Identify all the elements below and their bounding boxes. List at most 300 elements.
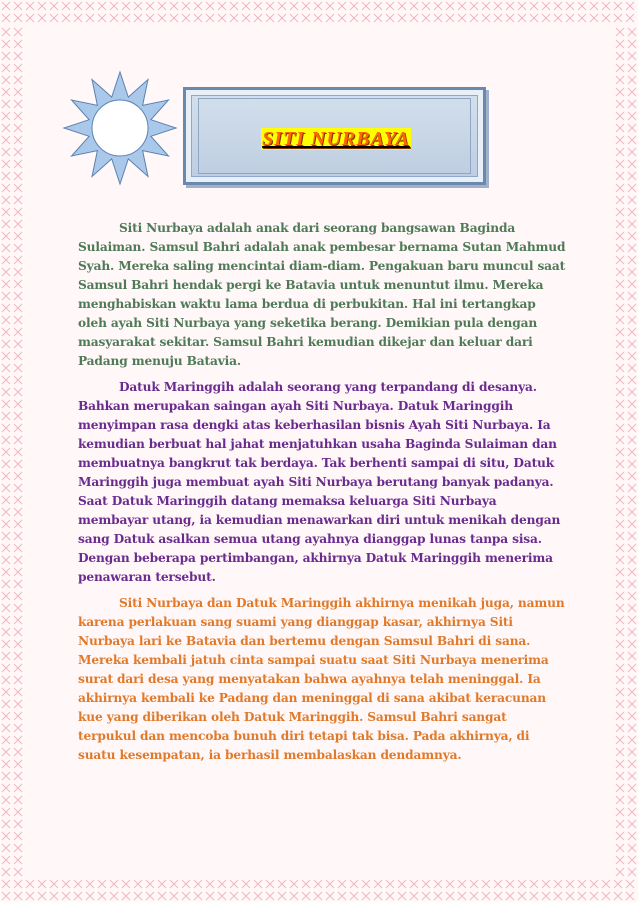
border-stitch xyxy=(230,2,238,10)
border-stitch xyxy=(628,640,636,648)
border-stitch xyxy=(628,544,636,552)
border-stitch xyxy=(628,112,636,120)
border-stitch xyxy=(14,604,22,612)
border-stitch xyxy=(14,784,22,792)
border-stitch xyxy=(2,160,10,168)
border-stitch xyxy=(146,892,154,900)
border-stitch xyxy=(14,40,22,48)
border-stitch xyxy=(446,2,454,10)
border-stitch xyxy=(194,892,202,900)
border-stitch xyxy=(158,880,166,888)
border-stitch xyxy=(506,892,514,900)
border-stitch xyxy=(62,892,70,900)
sun-center xyxy=(92,100,148,156)
border-stitch xyxy=(218,14,226,22)
border-stitch xyxy=(14,160,22,168)
border-stitch xyxy=(134,892,142,900)
border-stitch xyxy=(14,880,22,888)
border-stitch xyxy=(616,856,624,864)
border-stitch xyxy=(628,460,636,468)
border-stitch xyxy=(566,2,574,10)
border-stitch xyxy=(628,28,636,36)
border-stitch xyxy=(350,2,358,10)
paragraph-1: Siti Nurbaya adalah anak dari seorang bangsawan Baginda Sulaiman. Samsul Bahri adalah anak pembesar bernama Sutan Mahmud Syah. Mereka saling mencintai diam-diam. Pengakuan baru muncul saat Samsul Bahri hendak pergi ke Batavia untuk menuntut ilmu. Mereka menghabiskan waktu lama berdua di perbukitan. Hal ini tertangkap oleh ayah Siti Nurbaya yang seketika berang. Demikian pula dengan masyarakat sekitar. Samsul Bahri kemudian dikejar dan keluar dari Padang menuju Batavia. xyxy=(78,221,566,368)
border-stitch xyxy=(314,2,322,10)
border-stitch xyxy=(230,892,238,900)
border-stitch xyxy=(616,124,624,132)
border-stitch xyxy=(628,52,636,60)
border-stitch xyxy=(2,2,10,10)
border-stitch xyxy=(14,412,22,420)
border-stitch xyxy=(410,2,418,10)
border-stitch xyxy=(616,724,624,732)
border-stitch xyxy=(290,2,298,10)
border-stitch xyxy=(628,832,636,840)
border-stitch xyxy=(2,232,10,240)
border-stitch xyxy=(2,664,10,672)
border-stitch xyxy=(170,14,178,22)
border-stitch xyxy=(326,880,334,888)
border-stitch xyxy=(566,880,574,888)
border-stitch xyxy=(14,304,22,312)
border-stitch xyxy=(2,400,10,408)
border-stitch xyxy=(628,424,636,432)
border-stitch xyxy=(458,880,466,888)
border-stitch xyxy=(616,460,624,468)
border-stitch xyxy=(14,448,22,456)
border-stitch xyxy=(182,2,190,10)
border-stitch xyxy=(616,88,624,96)
border-stitch xyxy=(14,460,22,468)
border-stitch xyxy=(278,14,286,22)
border-stitch xyxy=(2,712,10,720)
border-stitch xyxy=(602,14,610,22)
border-stitch xyxy=(14,676,22,684)
border-stitch xyxy=(374,880,382,888)
border-stitch xyxy=(2,520,10,528)
border-stitch xyxy=(14,256,22,264)
border-stitch xyxy=(518,2,526,10)
border-stitch xyxy=(2,364,10,372)
border-stitch xyxy=(182,880,190,888)
border-stitch xyxy=(14,748,22,756)
border-stitch xyxy=(302,892,310,900)
border-stitch xyxy=(616,652,624,660)
border-stitch xyxy=(2,472,10,480)
border-stitch xyxy=(206,892,214,900)
border-stitch xyxy=(2,244,10,252)
border-stitch xyxy=(14,184,22,192)
border-stitch xyxy=(616,508,624,516)
border-stitch xyxy=(628,700,636,708)
border-stitch xyxy=(218,892,226,900)
border-stitch xyxy=(494,14,502,22)
border-stitch xyxy=(616,256,624,264)
border-stitch xyxy=(350,14,358,22)
border-stitch xyxy=(14,232,22,240)
border-stitch xyxy=(134,14,142,22)
border-stitch xyxy=(578,14,586,22)
border-stitch xyxy=(554,14,562,22)
border-stitch xyxy=(38,892,46,900)
border-stitch xyxy=(62,14,70,22)
border-stitch xyxy=(14,844,22,852)
border-stitch xyxy=(628,748,636,756)
border-stitch xyxy=(628,580,636,588)
border-stitch xyxy=(616,820,624,828)
border-stitch xyxy=(2,412,10,420)
border-stitch xyxy=(2,628,10,636)
border-stitch xyxy=(50,2,58,10)
border-stitch xyxy=(386,892,394,900)
border-stitch xyxy=(578,892,586,900)
border-stitch xyxy=(242,892,250,900)
border-stitch xyxy=(14,868,22,876)
border-stitch xyxy=(422,892,430,900)
border-stitch xyxy=(374,892,382,900)
border-stitch xyxy=(14,820,22,828)
border-stitch xyxy=(122,14,130,22)
border-stitch xyxy=(616,436,624,444)
paragraph-2: Datuk Maringgih adalah seorang yang terpandang di desanya. Bahkan merupakan saingan ayah Siti Nurbaya. Datuk Maringgih menyimpan rasa dengki atas keberhasilan bisnis Ayah Siti Nurbaya. Ia kemudian berbuat hal jahat menjatuhkan usaha Baginda Sulaiman dan membuatnya bangkrut tak berdaya. Tak berhenti sampai di situ, Datuk Maringgih juga membuat ayah Siti Nurbaya berutang banyak padanya. Saat Datuk Maringgih datang memaksa keluarga Siti Nurbaya membayar utang, ia kemudian menawarkan diri untuk menikah dengan sang Datuk asalkan semua utang ayahnya dianggap lunas tanpa sisa. Dengan beberapa pertimbangan, akhirnya Datuk Maringgih menerima penawaran tersebut. xyxy=(78,380,561,584)
border-stitch xyxy=(2,640,10,648)
border-stitch xyxy=(616,364,624,372)
border-stitch xyxy=(50,880,58,888)
border-stitch xyxy=(74,880,82,888)
story-text xyxy=(78,219,566,772)
border-stitch xyxy=(458,2,466,10)
border-stitch xyxy=(14,328,22,336)
border-stitch xyxy=(14,808,22,816)
border-stitch xyxy=(628,76,636,84)
border-stitch xyxy=(628,664,636,672)
border-stitch xyxy=(616,244,624,252)
border-stitch xyxy=(2,592,10,600)
border-stitch xyxy=(2,616,10,624)
border-stitch xyxy=(628,736,636,744)
border-stitch xyxy=(14,52,22,60)
border-stitch xyxy=(14,28,22,36)
border-stitch xyxy=(626,14,634,22)
border-stitch xyxy=(14,88,22,96)
border-stitch xyxy=(2,748,10,756)
border-stitch xyxy=(14,484,22,492)
border-stitch xyxy=(14,520,22,528)
border-stitch xyxy=(616,700,624,708)
border-stitch xyxy=(2,88,10,96)
border-stitch xyxy=(14,532,22,540)
border-stitch xyxy=(616,220,624,228)
border-stitch xyxy=(398,892,406,900)
border-stitch xyxy=(86,892,94,900)
border-stitch xyxy=(2,388,10,396)
border-stitch xyxy=(616,772,624,780)
border-stitch xyxy=(628,472,636,480)
border-stitch xyxy=(628,592,636,600)
border-stitch xyxy=(194,14,202,22)
border-stitch xyxy=(314,14,322,22)
border-stitch xyxy=(628,304,636,312)
border-stitch xyxy=(386,880,394,888)
border-stitch xyxy=(530,14,538,22)
border-stitch xyxy=(434,892,442,900)
border-stitch xyxy=(2,184,10,192)
border-stitch xyxy=(314,892,322,900)
border-stitch xyxy=(616,352,624,360)
border-stitch xyxy=(628,40,636,48)
border-stitch xyxy=(338,880,346,888)
border-stitch xyxy=(616,472,624,480)
border-stitch xyxy=(542,880,550,888)
border-stitch xyxy=(458,892,466,900)
border-stitch xyxy=(626,892,634,900)
border-stitch xyxy=(616,304,624,312)
border-stitch xyxy=(494,892,502,900)
border-stitch xyxy=(122,2,130,10)
border-stitch xyxy=(158,892,166,900)
border-stitch xyxy=(530,880,538,888)
border-stitch xyxy=(2,688,10,696)
border-stitch xyxy=(386,2,394,10)
border-stitch xyxy=(590,2,598,10)
border-stitch xyxy=(134,880,142,888)
border-stitch xyxy=(14,628,22,636)
border-stitch xyxy=(362,880,370,888)
border-stitch xyxy=(590,892,598,900)
border-stitch xyxy=(14,508,22,516)
border-stitch xyxy=(2,328,10,336)
border-stitch xyxy=(616,28,624,36)
border-stitch xyxy=(362,892,370,900)
border-stitch xyxy=(290,892,298,900)
border-stitch xyxy=(628,448,636,456)
border-stitch xyxy=(482,14,490,22)
border-stitch xyxy=(302,2,310,10)
border-stitch xyxy=(98,14,106,22)
border-stitch xyxy=(326,14,334,22)
border-stitch xyxy=(494,880,502,888)
border-stitch xyxy=(14,832,22,840)
border-stitch xyxy=(628,400,636,408)
border-stitch xyxy=(14,544,22,552)
border-stitch xyxy=(122,880,130,888)
border-stitch xyxy=(616,748,624,756)
border-stitch xyxy=(628,436,636,444)
border-stitch xyxy=(14,640,22,648)
border-stitch xyxy=(602,892,610,900)
border-stitch xyxy=(14,124,22,132)
border-stitch xyxy=(616,76,624,84)
border-stitch xyxy=(628,364,636,372)
border-stitch xyxy=(616,796,624,804)
border-stitch xyxy=(26,880,34,888)
border-stitch xyxy=(578,880,586,888)
border-stitch xyxy=(628,688,636,696)
border-stitch xyxy=(616,280,624,288)
border-stitch xyxy=(616,868,624,876)
border-stitch xyxy=(2,832,10,840)
border-stitch xyxy=(2,856,10,864)
border-stitch xyxy=(338,2,346,10)
border-stitch xyxy=(628,532,636,540)
border-stitch xyxy=(362,14,370,22)
border-stitch xyxy=(616,736,624,744)
border-stitch xyxy=(2,604,10,612)
border-stitch xyxy=(266,2,274,10)
border-stitch xyxy=(230,14,238,22)
border-stitch xyxy=(14,760,22,768)
border-stitch xyxy=(242,14,250,22)
border-stitch xyxy=(2,148,10,156)
border-stitch xyxy=(2,280,10,288)
border-stitch xyxy=(266,14,274,22)
border-stitch xyxy=(616,556,624,564)
border-stitch xyxy=(2,14,10,22)
border-stitch xyxy=(98,880,106,888)
border-stitch xyxy=(14,64,22,72)
border-stitch xyxy=(628,772,636,780)
border-stitch xyxy=(530,2,538,10)
border-stitch xyxy=(14,664,22,672)
border-stitch xyxy=(2,292,10,300)
border-stitch xyxy=(482,880,490,888)
border-stitch xyxy=(110,2,118,10)
border-stitch xyxy=(158,14,166,22)
border-stitch xyxy=(628,868,636,876)
border-stitch xyxy=(170,2,178,10)
border-stitch xyxy=(482,2,490,10)
border-stitch xyxy=(14,14,22,22)
border-stitch xyxy=(110,880,118,888)
border-stitch xyxy=(554,880,562,888)
border-stitch xyxy=(2,424,10,432)
border-stitch xyxy=(626,2,634,10)
border-stitch xyxy=(2,568,10,576)
border-stitch xyxy=(218,880,226,888)
border-stitch xyxy=(302,14,310,22)
border-stitch xyxy=(616,52,624,60)
border-stitch xyxy=(628,568,636,576)
border-stitch xyxy=(2,784,10,792)
border-stitch xyxy=(616,532,624,540)
border-stitch xyxy=(616,100,624,108)
border-stitch xyxy=(616,580,624,588)
border-stitch xyxy=(628,256,636,264)
page-title: SITI NURBAYA xyxy=(262,128,410,150)
border-stitch xyxy=(566,892,574,900)
border-stitch xyxy=(628,64,636,72)
border-stitch xyxy=(434,880,442,888)
border-stitch xyxy=(518,892,526,900)
border-stitch xyxy=(2,700,10,708)
border-stitch xyxy=(628,220,636,228)
border-stitch xyxy=(628,796,636,804)
border-stitch xyxy=(518,880,526,888)
border-stitch xyxy=(578,2,586,10)
border-stitch xyxy=(616,136,624,144)
border-stitch xyxy=(2,196,10,204)
border-stitch xyxy=(14,700,22,708)
border-stitch xyxy=(398,2,406,10)
border-stitch xyxy=(14,280,22,288)
border-stitch xyxy=(628,844,636,852)
border-stitch xyxy=(14,292,22,300)
border-stitch xyxy=(2,316,10,324)
border-stitch xyxy=(230,880,238,888)
border-stitch xyxy=(616,484,624,492)
border-stitch xyxy=(422,14,430,22)
border-stitch xyxy=(616,760,624,768)
border-stitch xyxy=(110,892,118,900)
border-stitch xyxy=(482,892,490,900)
border-stitch xyxy=(290,14,298,22)
border-stitch xyxy=(2,868,10,876)
border-stitch xyxy=(616,844,624,852)
border-stitch xyxy=(2,796,10,804)
border-stitch xyxy=(554,892,562,900)
border-stitch xyxy=(616,448,624,456)
border-stitch xyxy=(14,196,22,204)
border-stitch xyxy=(628,352,636,360)
border-stitch xyxy=(628,616,636,624)
border-stitch xyxy=(628,376,636,384)
border-stitch xyxy=(616,196,624,204)
title-banner xyxy=(183,87,486,185)
border-stitch xyxy=(14,652,22,660)
border-stitch xyxy=(616,640,624,648)
border-stitch xyxy=(616,316,624,324)
border-stitch xyxy=(2,544,10,552)
border-stitch xyxy=(602,2,610,10)
border-stitch xyxy=(206,880,214,888)
border-stitch xyxy=(628,232,636,240)
border-stitch xyxy=(2,172,10,180)
border-stitch xyxy=(14,724,22,732)
border-stitch xyxy=(590,880,598,888)
border-stitch xyxy=(616,712,624,720)
border-stitch xyxy=(446,892,454,900)
border-stitch xyxy=(2,136,10,144)
border-stitch xyxy=(74,14,82,22)
border-stitch xyxy=(542,2,550,10)
border-stitch xyxy=(616,412,624,420)
border-stitch xyxy=(2,352,10,360)
border-stitch xyxy=(14,556,22,564)
border-stitch xyxy=(182,892,190,900)
border-stitch xyxy=(626,880,634,888)
border-stitch xyxy=(470,14,478,22)
border-stitch xyxy=(2,28,10,36)
border-stitch xyxy=(14,2,22,10)
border-stitch xyxy=(14,736,22,744)
border-stitch xyxy=(38,14,46,22)
border-stitch xyxy=(2,268,10,276)
border-stitch xyxy=(628,172,636,180)
border-stitch xyxy=(206,14,214,22)
border-stitch xyxy=(616,232,624,240)
border-stitch xyxy=(98,2,106,10)
border-stitch xyxy=(628,628,636,636)
border-stitch xyxy=(616,328,624,336)
border-stitch xyxy=(278,2,286,10)
border-stitch xyxy=(616,496,624,504)
border-stitch xyxy=(206,2,214,10)
border-stitch xyxy=(2,532,10,540)
border-stitch xyxy=(2,508,10,516)
border-stitch xyxy=(2,724,10,732)
border-stitch xyxy=(398,880,406,888)
border-stitch xyxy=(628,340,636,348)
